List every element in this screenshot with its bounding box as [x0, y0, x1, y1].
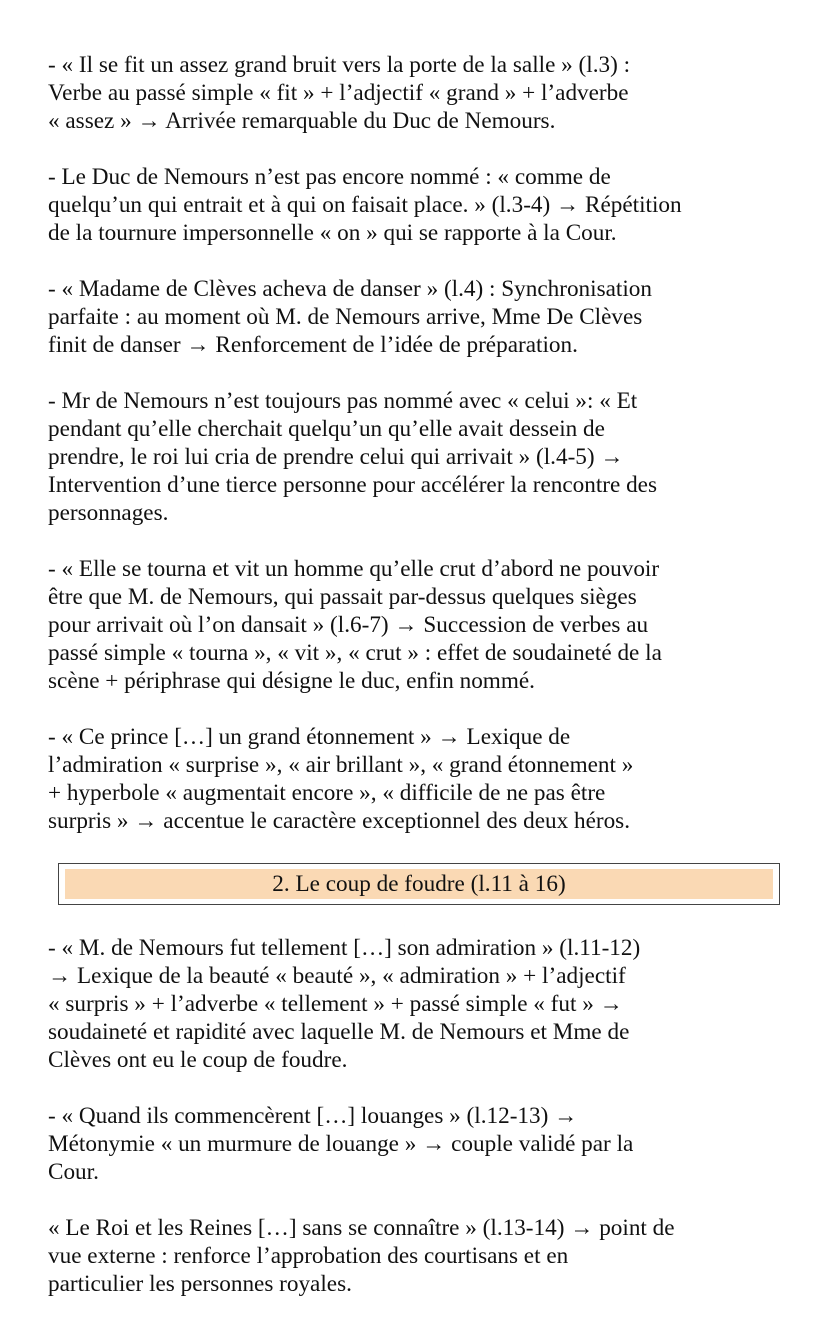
text-line: + hyperbole « augmentait encore », « difficile de ne pas être: [48, 780, 606, 806]
text-line: Clèves ont eu le coup de foudre.: [48, 1047, 348, 1073]
text-line: particulier les personnes royales.: [48, 1271, 352, 1297]
text-line: pour arrivait où l’on dansait » (l.6-7) → Succession de verbes au: [48, 612, 649, 638]
section-2-body: [48, 934, 808, 1298]
text-line: l’admiration « surprise », « air brillant », « grand étonnement »: [48, 752, 634, 778]
paragraph: [48, 934, 808, 1074]
text-line: Métonymie « un murmure de louange » → couple validé par la: [48, 1131, 634, 1157]
text-line: - Le Duc de Nemours n’est pas encore nommé : « comme de: [48, 164, 611, 190]
text-line: → Lexique de la beauté « beauté », « admiration » + l’adjectif: [48, 963, 626, 989]
text-line: Intervention d’une tierce personne pour accélérer la rencontre des: [48, 472, 658, 498]
paragraph: [48, 1214, 808, 1298]
section-heading-box: [58, 863, 780, 905]
paragraph: [48, 163, 808, 247]
paragraph: [48, 387, 808, 527]
paragraph: [48, 723, 808, 835]
text-line: Cour.: [48, 1159, 99, 1185]
text-line: « assez » → Arrivée remarquable du Duc de Nemours.: [48, 108, 556, 134]
text-line: personnages.: [48, 500, 169, 526]
text-line: être que M. de Nemours, qui passait par-dessus quelques sièges: [48, 584, 637, 610]
text-line: pendant qu’elle cherchait quelqu’un qu’elle avait dessein de: [48, 416, 605, 442]
text-line: passé simple « tourna », « vit », « crut » : effet de soudaineté de la: [48, 640, 662, 666]
text-line: de la tournure impersonnelle « on » qui se rapporte à la Cour.: [48, 220, 617, 246]
text-line: « surpris » + l’adverbe « tellement » + passé simple « fut » →: [48, 991, 623, 1017]
text-line: vue externe : renforce l’approbation des courtisans et en: [48, 1243, 569, 1269]
text-line: - « M. de Nemours fut tellement […] son admiration » (l.11-12): [48, 935, 641, 961]
section-heading-fill: [65, 869, 773, 899]
text-line: Verbe au passé simple « fit » + l’adjectif « grand » + l’adverbe: [48, 80, 629, 106]
document-page: [48, 51, 808, 1326]
paragraph: [48, 555, 808, 695]
text-line: - « Madame de Clèves acheva de danser » (l.4) : Synchronisation: [48, 276, 652, 302]
text-line: finit de danser → Renforcement de l’idée de préparation.: [48, 332, 578, 358]
text-line: - Mr de Nemours n’est toujours pas nommé avec « celui »: « Et: [48, 388, 638, 414]
section-1-body: [48, 51, 808, 835]
text-line: - « Quand ils commencèrent […] louanges » (l.12-13) →: [48, 1103, 578, 1129]
text-line: prendre, le roi lui cria de prendre celui qui arrivait » (l.4-5) →: [48, 444, 624, 470]
text-line: quelqu’un qui entrait et à qui on faisait place. » (l.3-4) → Répétition: [48, 192, 682, 218]
paragraph: [48, 51, 808, 135]
paragraph: [48, 275, 808, 359]
text-line: - « Il se fit un assez grand bruit vers la porte de la salle » (l.3) :: [48, 52, 631, 78]
text-line: soudaineté et rapidité avec laquelle M. de Nemours et Mme de: [48, 1019, 630, 1045]
section-heading: 2. Le coup de foudre (l.11 à 16): [272, 871, 566, 897]
text-line: « Le Roi et les Reines […] sans se connaître » (l.13-14) → point de: [48, 1215, 675, 1241]
text-line: parfaite : au moment où M. de Nemours arrive, Mme De Clèves: [48, 304, 643, 330]
text-line: - « Elle se tourna et vit un homme qu’elle crut d’abord ne pouvoir: [48, 556, 660, 582]
text-line: surpris » → accentue le caractère exceptionnel des deux héros.: [48, 808, 630, 834]
text-line: - « Ce prince […] un grand étonnement » → Lexique de: [48, 724, 571, 750]
paragraph: [48, 1102, 808, 1186]
text-line: scène + périphrase qui désigne le duc, enfin nommé.: [48, 668, 535, 694]
